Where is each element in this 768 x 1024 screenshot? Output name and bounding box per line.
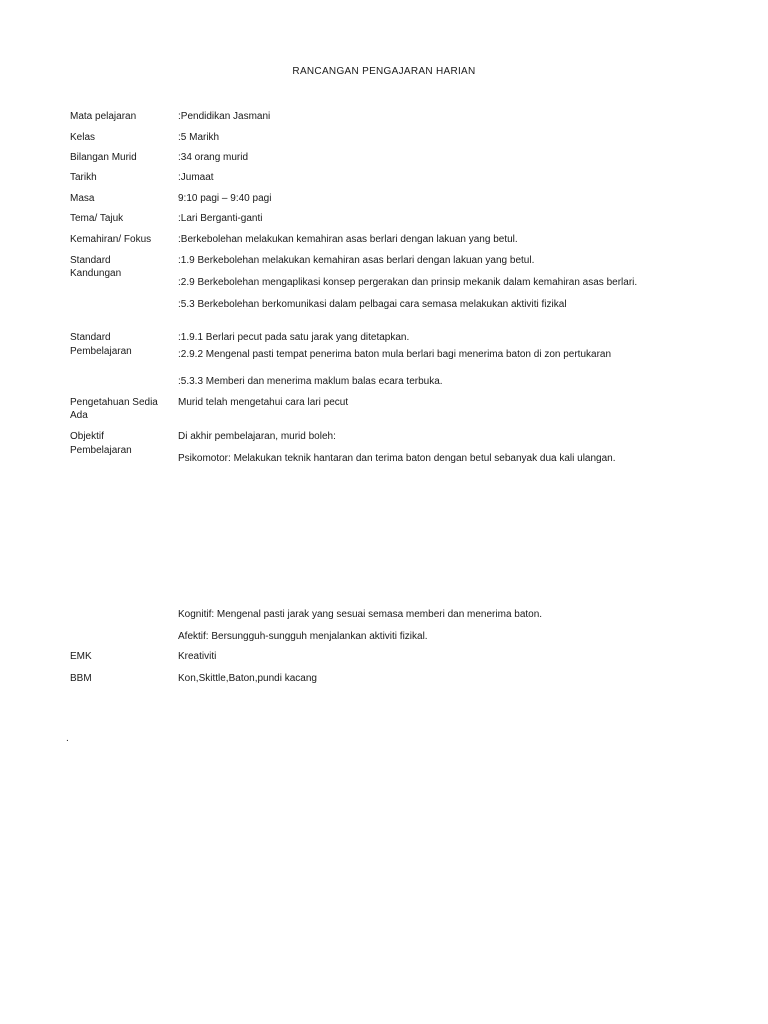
label-mata-pelajaran: Mata pelajaran [70,111,137,122]
page-title: RANCANGAN PENGAJARAN HARIAN [292,66,476,77]
standard-pembelajaran-item: :1.9.1 Berlari pecut pada satu jarak yang ditetapkan. [178,332,410,343]
label-standard-pembelajaran-2: Pembelajaran [70,346,132,357]
label-tarikh: Tarikh [70,172,97,183]
objektif-kognitif: Kognitif: Mengenal pasti jarak yang sesuai semasa memberi dan menerima baton. [178,609,543,620]
label-kemahiran: Kemahiran/ Fokus [70,234,152,245]
value-kelas: :5 Marikh [178,132,220,143]
stray-dot: . [66,733,69,744]
value-kemahiran: :Berkebolehan melakukan kemahiran asas berlari dengan lakuan yang betul. [178,234,518,245]
objektif-psikomotor: Psikomotor: Melakukan teknik hantaran dan terima baton dengan betul sebanyak dua kali ulangan. [178,453,616,464]
value-tema: :Lari Berganti-ganti [178,213,263,224]
label-tema: Tema/ Tajuk [70,213,124,224]
label-bilangan-murid: Bilangan Murid [70,152,137,163]
standard-pembelajaran-item: :5.3.3 Memberi dan menerima maklum balas ecara terbuka. [178,376,443,387]
value-pengetahuan: Murid telah mengetahui cara lari pecut [178,397,349,408]
label-pengetahuan-1: Pengetahuan Sedia [70,397,158,408]
value-mata-pelajaran: :Pendidikan Jasmani [178,111,271,122]
standard-kandungan-item: :5.3 Berkebolehan berkomunikasi dalam pelbagai cara semasa melakukan aktiviti fizikal [178,299,567,310]
standard-kandungan-item: :2.9 Berkebolehan mengaplikasi konsep pergerakan dan prinsip mekanik dalam kemahiran asas berlari. [178,277,638,288]
value-masa: 9:10 pagi – 9:40 pagi [178,193,272,204]
label-masa: Masa [70,193,95,204]
label-standard-kandungan-1: Standard [70,255,111,266]
objektif-intro: Di akhir pembelajaran, murid boleh: [178,431,336,442]
label-emk: EMK [70,651,92,662]
value-tarikh: :Jumaat [178,172,214,183]
value-emk: Kreativiti [178,651,217,662]
objektif-afektif: Afektif: Bersungguh-sungguh menjalankan aktiviti fizikal. [178,631,428,642]
standard-pembelajaran-item: :2.9.2 Mengenal pasti tempat penerima baton mula berlari bagi menerima baton di zon pertukaran [178,349,612,360]
label-objektif-1: Objektif [70,431,104,442]
label-bbm: BBM [70,673,92,684]
standard-kandungan-item: :1.9 Berkebolehan melakukan kemahiran asas berlari dengan lakuan yang betul. [178,255,535,266]
label-objektif-2: Pembelajaran [70,445,132,456]
value-bilangan-murid: :34 orang murid [178,152,249,163]
label-standard-kandungan-2: Kandungan [70,268,122,279]
label-standard-pembelajaran-1: Standard [70,332,111,343]
label-pengetahuan-2: Ada [70,410,88,421]
label-kelas: Kelas [70,132,96,143]
value-bbm: Kon,Skittle,Baton,pundi kacang [178,673,317,684]
